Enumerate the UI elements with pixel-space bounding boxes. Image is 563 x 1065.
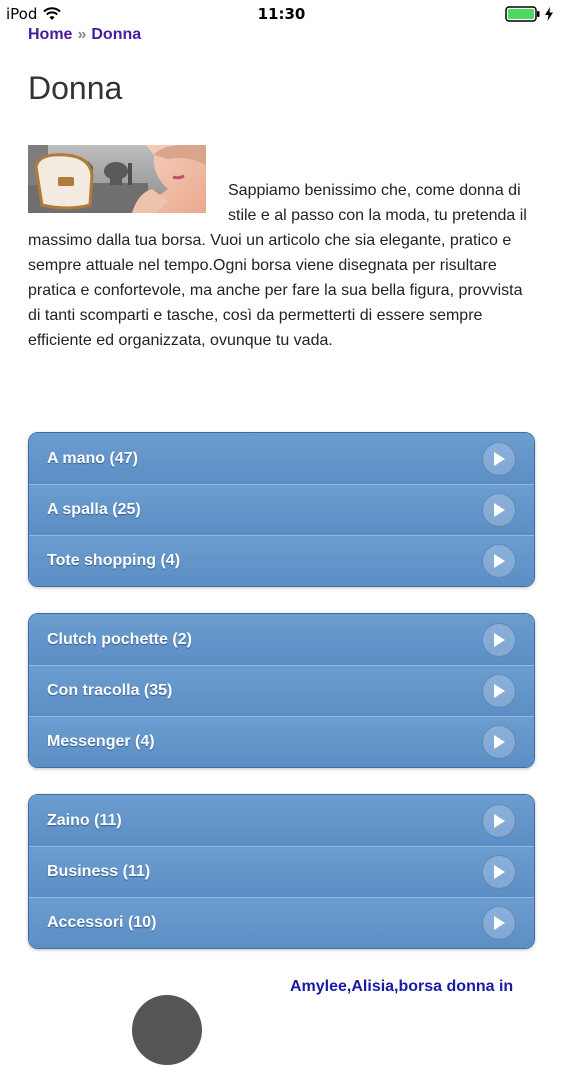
arrow-right-icon <box>482 725 516 759</box>
category-item-tote-shopping[interactable] <box>29 535 534 586</box>
intro-image-spacer <box>28 178 228 208</box>
battery-icon <box>505 6 541 22</box>
status-left <box>6 5 61 23</box>
arrow-right-icon <box>482 906 516 940</box>
category-item-messenger[interactable] <box>29 716 534 767</box>
category-item-accessori[interactable] <box>29 897 534 948</box>
category-item-con-tracolla[interactable] <box>29 665 534 716</box>
category-item-zaino[interactable] <box>29 795 534 846</box>
arrow-right-icon <box>482 442 516 476</box>
category-group-2 <box>28 613 535 768</box>
wifi-icon <box>43 7 61 21</box>
arrow-right-icon <box>482 623 516 657</box>
status-bar <box>0 0 563 28</box>
status-time: 11:30 <box>257 5 306 23</box>
category-group-1 <box>28 432 535 587</box>
arrow-right-icon <box>482 674 516 708</box>
category-label: A spalla (25) <box>47 501 141 518</box>
breadcrumb-separator: » <box>77 26 87 43</box>
category-group-3 <box>28 794 535 949</box>
arrow-right-icon <box>482 493 516 527</box>
category-item-business[interactable] <box>29 846 534 897</box>
product-link[interactable]: Amylee,Alisia,borsa donna in <box>290 978 514 995</box>
category-label: Con tracolla (35) <box>47 682 173 699</box>
category-label: Clutch pochette (2) <box>47 630 192 648</box>
category-label: Business (11) <box>47 863 151 880</box>
arrow-right-icon <box>482 544 516 578</box>
category-label: A mano (47) <box>47 449 138 467</box>
intro-text: Sappiamo benissimo che, come donna di stile e al passo con la moda, tu pretenda il massimo dalla tua borsa. Vuoi un articolo che sia elegante, pratico e sempre attuale nel tempo.Ogni borsa viene disegnata per risultare pratica e confortevole, ma anche per fare la sua bella figura, provvista di tanti scomparti e tasche, così da permetterti di essere sempre efficiente ed organizzata, ovunque tu vada. <box>28 182 527 349</box>
arrow-right-icon <box>482 804 516 838</box>
product-thumbnail[interactable] <box>132 995 202 1065</box>
arrow-right-icon <box>482 855 516 889</box>
category-item-a-spalla[interactable] <box>29 484 534 535</box>
category-label: Tote shopping (4) <box>47 552 181 569</box>
charging-bolt-icon <box>545 7 553 21</box>
category-item-clutch-pochette[interactable] <box>29 614 534 665</box>
category-label: Messenger (4) <box>47 733 155 750</box>
breadcrumb <box>28 26 141 44</box>
carrier-label: iPod <box>6 5 38 23</box>
page-title: Donna <box>28 70 123 106</box>
category-item-a-mano[interactable] <box>29 433 534 484</box>
category-label: Accessori (10) <box>47 914 157 931</box>
category-label: Zaino (11) <box>47 811 122 829</box>
breadcrumb-current-link[interactable]: Donna <box>91 26 142 43</box>
breadcrumb-home-link[interactable]: Home <box>28 26 73 43</box>
intro-paragraph <box>28 178 533 353</box>
status-right <box>505 6 553 22</box>
